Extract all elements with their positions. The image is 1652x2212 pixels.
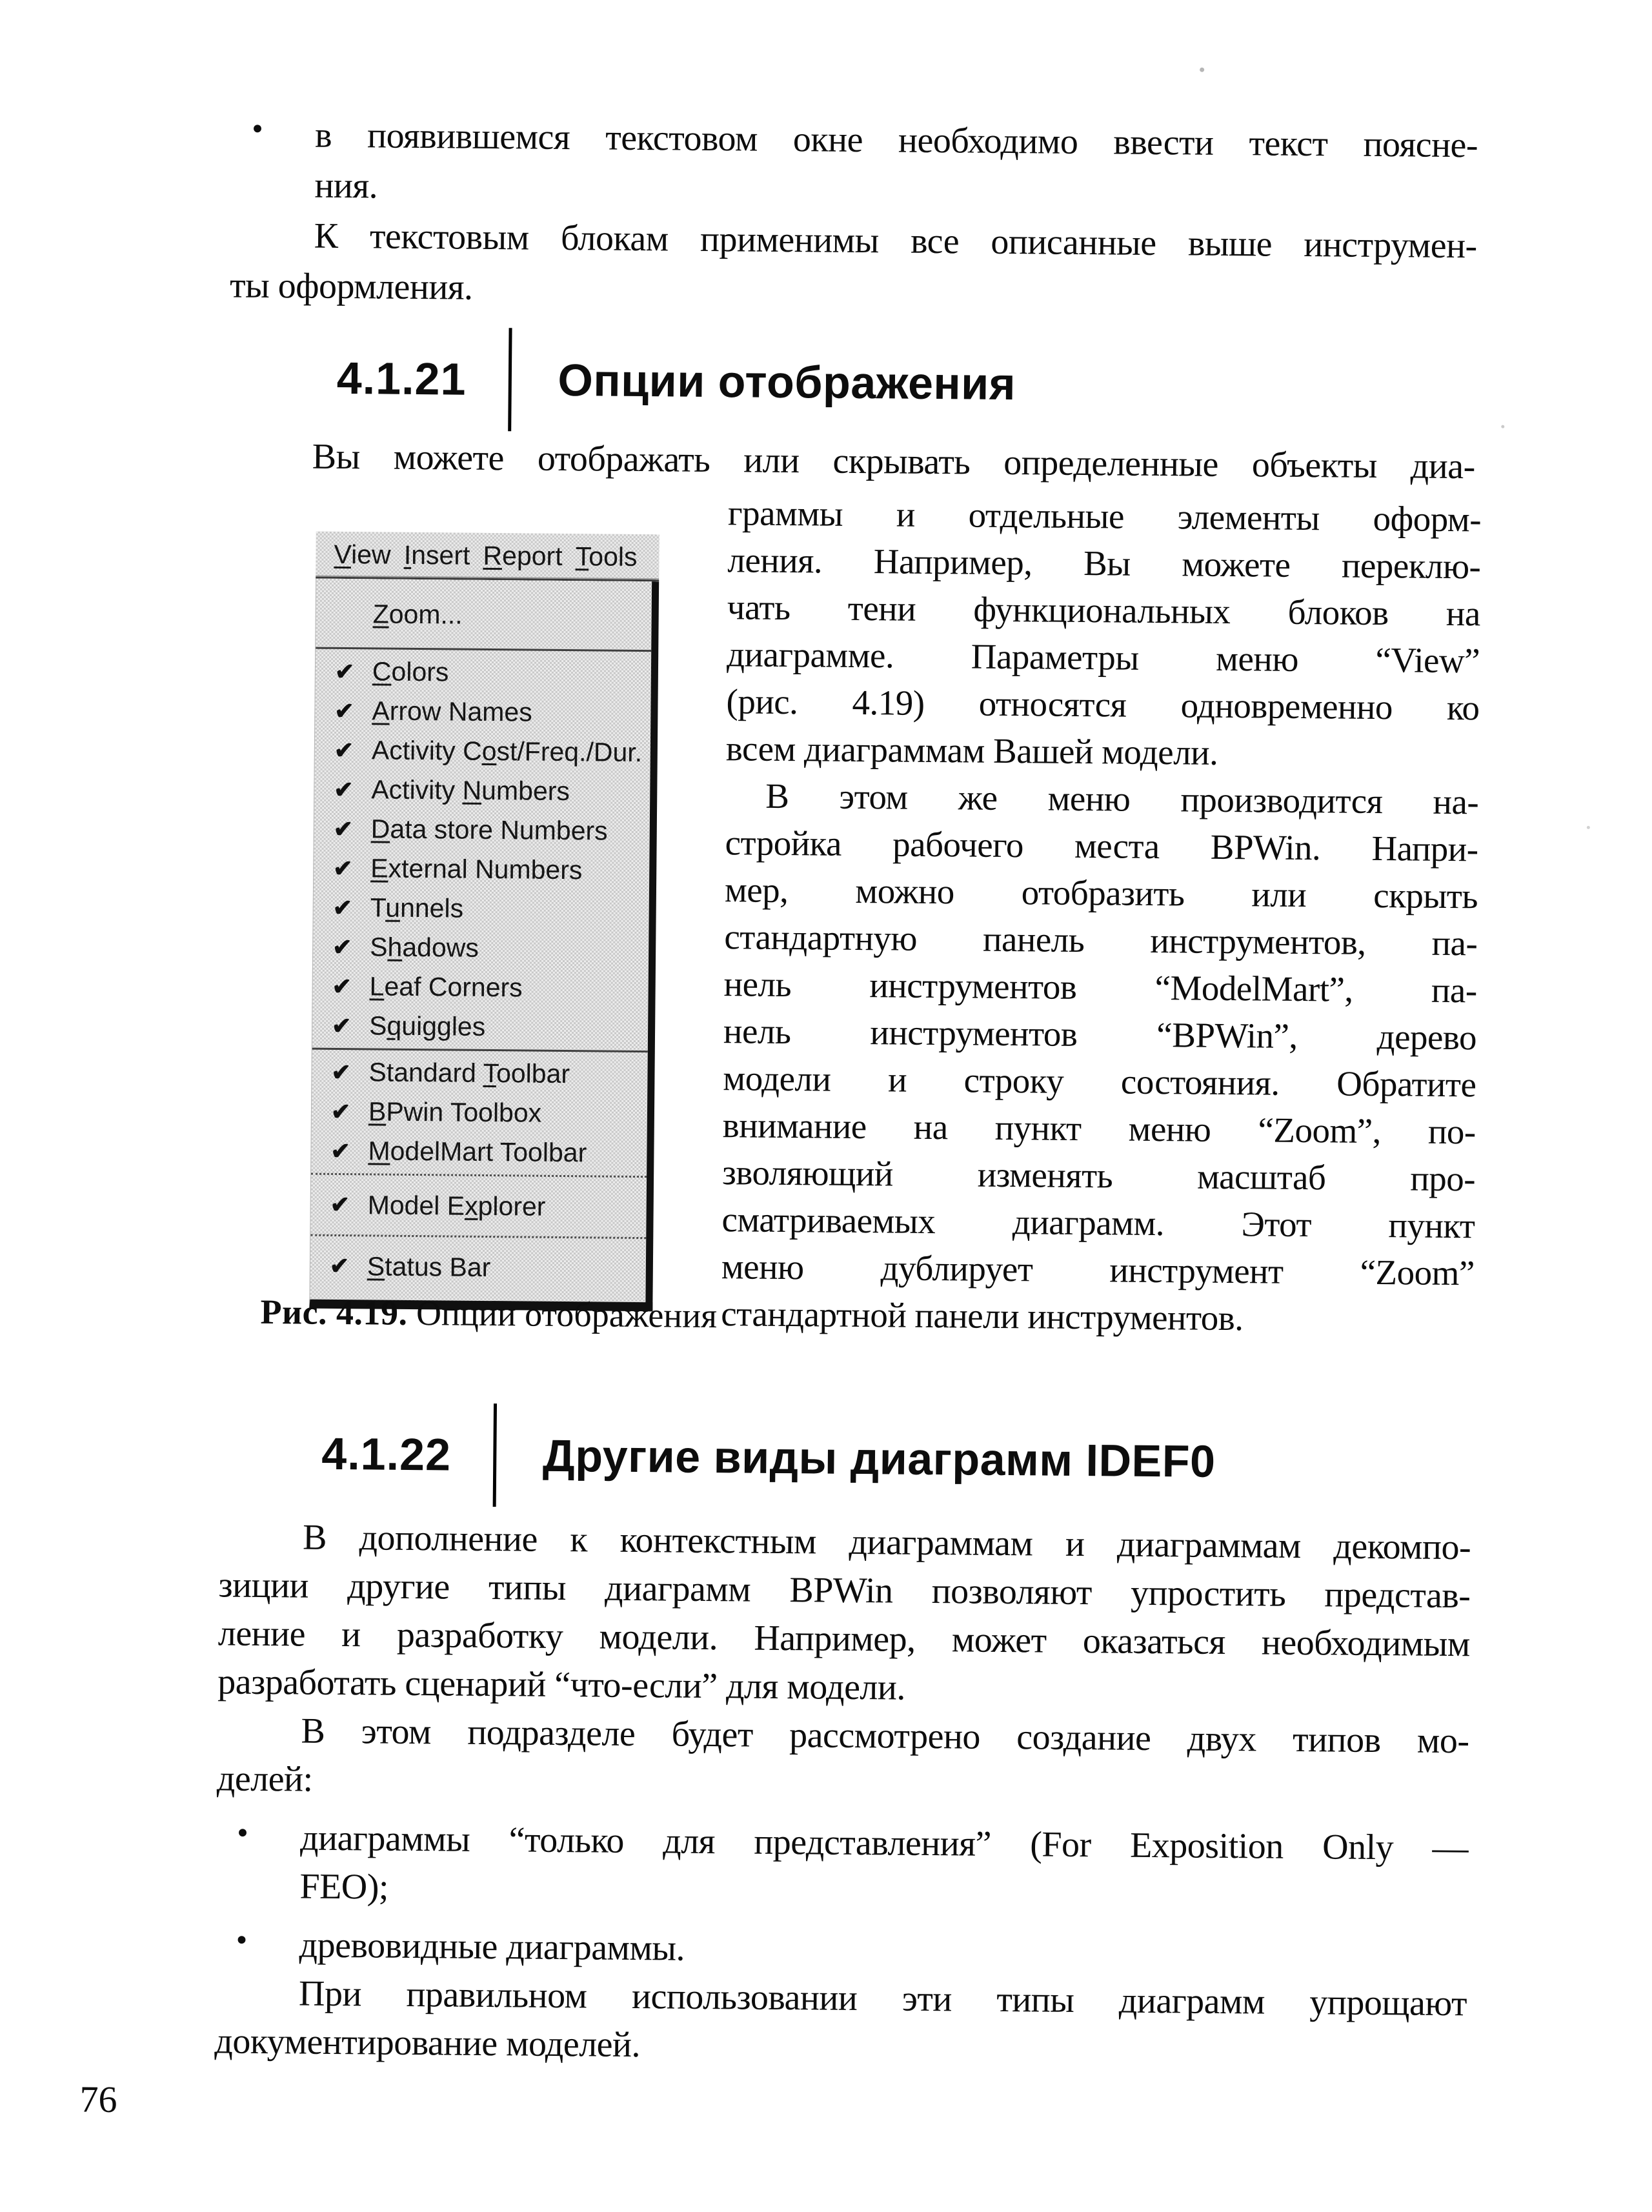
paragraph-line: меню дублирует инструмент “Zoom” (721, 1247, 1475, 1293)
page-number: 76 (79, 2078, 117, 2121)
section-number: 4.1.22 (321, 1428, 452, 1480)
menu-item-standard-toolbar: ✔ Standard Toolbar (331, 1057, 570, 1089)
menu-bar-item-report: Report (483, 540, 563, 571)
menu-bar-item-view: View (334, 539, 391, 570)
menu-bar-item-insert: Insert (403, 539, 470, 570)
checkmark-icon: ✔ (332, 933, 352, 960)
paragraph-line: диаграмме. Параметры меню “View” (726, 634, 1480, 681)
paragraph-line: в появившемся текстовом окне необходимо ввести текст поясне- (314, 115, 1478, 166)
paragraph-line: нель инструментов “ModelMart”, па- (723, 964, 1477, 1010)
paragraph-line: всем диаграммам Вашей модели. (725, 729, 1218, 772)
paragraph-line: стройка рабочего места BPWin. Напри- (725, 823, 1478, 869)
menu-item-colors: ✔ Colors (334, 656, 449, 687)
paragraph-line: К текстовым блокам применимы все описанные выше инструмен- (314, 216, 1478, 266)
section-heading-4-1-21 (336, 327, 1016, 436)
menu-item-arrow-names: ✔ Arrow Names (334, 696, 532, 727)
heading-divider (508, 328, 512, 431)
paragraph-line: разработать сценарий “что-если” для модели. (217, 1662, 906, 1708)
paragraph-line: ния. (314, 165, 378, 206)
paragraph-line: модели и строку состояния. Обратите (723, 1058, 1476, 1105)
menu-separator (310, 1234, 646, 1240)
paragraph-line: нель инструментов “BPWin”, дерево (723, 1011, 1477, 1058)
menu-item-data-store-numbers: ✔ Data store Numbers (333, 814, 608, 846)
checkmark-icon: ✔ (334, 776, 354, 803)
right-column (721, 489, 1481, 1343)
paragraph-line: стандартной панели инструментов. (720, 1294, 1244, 1338)
menu-item-model-explorer: ✔ Model Explorer (330, 1189, 546, 1222)
paragraph-line: сматриваемых диаграмм. Этот пункт (721, 1200, 1475, 1246)
bullet-icon: • (236, 1921, 248, 1958)
menu-item-tunnels: ✔ Tunnels (332, 892, 464, 923)
paragraph-line: ты оформления. (229, 265, 473, 308)
menu-bar (316, 532, 660, 582)
section-heading-4-1-22 (321, 1402, 1216, 1513)
checkmark-icon: ✔ (333, 854, 353, 881)
bullet-icon: • (236, 1814, 248, 1851)
paragraph-line: В этом же меню производится на- (765, 776, 1479, 822)
menu-bar-item-tools: Tools (575, 541, 638, 572)
paragraph-line: ления. Например, Вы можете переклю- (727, 540, 1481, 587)
scan-speck (1501, 425, 1504, 428)
menu-separator (312, 1048, 648, 1053)
menu-item-modelmart-toolbar: ✔ ModelMart Toolbar (330, 1136, 587, 1168)
checkmark-icon: ✔ (332, 894, 353, 921)
scan-speck (1587, 826, 1590, 829)
menu-item-activity-cost: ✔ Activity Cost/Freq./Dur. (334, 735, 643, 768)
menu-item-zoom: Zoom... (372, 598, 463, 630)
paragraph-line: При правильном использовании эти типы диаграмм упрощают (298, 1973, 1467, 2024)
paragraph-line: В дополнение к контекстным диаграммам и диаграммам декомпо- (302, 1517, 1471, 1568)
paragraph-line: диаграммы “только для представления” (For Exposition Only — (299, 1818, 1469, 1869)
paragraph-line: (рис. 4.19) относятся одновременно ко (726, 681, 1480, 728)
paragraph-line: стандартную панель инструментов, па- (724, 917, 1478, 963)
checkmark-icon: ✔ (331, 1058, 351, 1085)
paragraph-line: чать тени функциональных блоков на (727, 587, 1481, 634)
checkmark-icon: ✔ (330, 1137, 350, 1164)
view-menu-screenshot (309, 532, 659, 1312)
paragraph-line: делей: (216, 1758, 313, 1800)
paragraph-line: древовидные диаграммы. (299, 1925, 685, 1969)
figure-caption (234, 1292, 744, 1336)
bullet-icon: • (252, 110, 264, 146)
checkmark-icon: ✔ (329, 1252, 350, 1280)
checkmark-icon: ✔ (334, 658, 355, 685)
menu-item-bpwin-toolbox: ✔ BPwin Toolbox (330, 1096, 542, 1128)
paragraph-line: зиции другие типы диаграмм BPWin позволяют упростить представ- (218, 1565, 1471, 1616)
menu-separator (311, 1173, 647, 1178)
menu-item-squiggles: ✔ Squiggles (331, 1010, 486, 1041)
heading-divider (492, 1403, 496, 1507)
checkmark-icon: ✔ (333, 815, 354, 842)
figure-caption-text: Опции отображения (407, 1293, 718, 1336)
checkmark-icon: ✔ (330, 1191, 350, 1218)
figure-caption-label: Рис. 4.19. (260, 1292, 408, 1332)
scan-speck (1200, 68, 1204, 72)
paragraph-line: граммы и отдельные элементы оформ- (727, 493, 1482, 539)
paragraph-line: документирование моделей. (214, 2021, 641, 2066)
paragraph-line: FEO); (299, 1866, 389, 1907)
view-menu-dropdown (309, 579, 659, 1312)
menu-item-external-numbers: ✔ External Numbers (333, 853, 583, 885)
paragraph-line: мер, можно отобразить или скрыть (724, 870, 1478, 916)
checkmark-icon: ✔ (332, 972, 352, 1000)
top-text-block (230, 109, 1478, 321)
section-title: Опции отображения (558, 354, 1016, 410)
paragraph-line: В этом подразделе будет рассмотрено создание двух типов мо- (301, 1711, 1469, 1762)
bottom-text-block (214, 1513, 1471, 2076)
paragraph-line: ление и разработку модели. Например, может оказаться необходимым (217, 1613, 1471, 1665)
intro-lead (228, 430, 1475, 492)
menu-item-activity-numbers: ✔ Activity Numbers (334, 774, 570, 807)
section-number: 4.1.21 (336, 352, 467, 405)
section-title: Другие виды диаграмм IDEF0 (542, 1430, 1216, 1487)
paragraph-line: внимание на пункт меню “Zoom”, по- (722, 1105, 1476, 1152)
menu-item-status-bar: ✔ Status Bar (329, 1251, 491, 1282)
checkmark-icon: ✔ (330, 1098, 351, 1125)
checkmark-icon: ✔ (331, 1012, 352, 1039)
menu-item-shadows: ✔ Shadows (332, 932, 479, 963)
menu-separator (316, 647, 651, 652)
paragraph-line: Вы можете отображать или скрывать определенные объекты диа- (312, 436, 1476, 487)
checkmark-icon: ✔ (334, 736, 354, 763)
checkmark-icon: ✔ (334, 697, 354, 724)
menu-item-leaf-corners: ✔ Leaf Corners (332, 971, 523, 1003)
paragraph-line: зволяющий изменять масштаб про- (721, 1152, 1476, 1199)
